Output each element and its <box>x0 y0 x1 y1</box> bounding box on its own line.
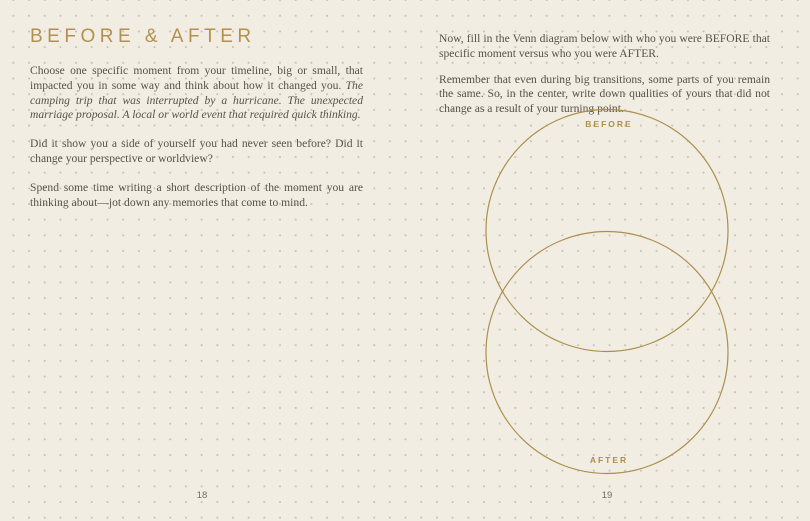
page-number-right: 19 <box>601 490 613 501</box>
page-number-left: 18 <box>196 490 208 501</box>
left-paragraph-questions: Did it show you a side of yourself you had never seen before? Did it change your perspective or worldview? <box>30 137 363 165</box>
left-paragraph-instruction: Spend some time writing a short description of the moment you are thinking about—jot down any memories that come to mind. <box>30 180 363 209</box>
venn-diagram <box>470 95 750 490</box>
right-paragraph-center-instruction: Remember that even during big transitions, some parts of you remain the same. So, in the center, write down qualities of yours that did not change as a result of your turning point. <box>439 72 770 116</box>
left-paragraph-prompt <box>30 64 363 123</box>
prompt-italic-examples: The camping trip that was interrupted by a hurricane. The unexpected marriage proposal. A local or world event that required quick thinking. <box>30 78 363 122</box>
page-title: BEFORE & AFTER <box>30 26 256 47</box>
left-page-text-block <box>30 26 363 224</box>
venn-circle-after <box>486 232 728 474</box>
venn-label-after: AFTER <box>589 455 629 465</box>
venn-circle-before <box>486 110 728 352</box>
right-paragraph-venn-instruction: Now, fill in the Venn diagram below with who you were BEFORE that specific moment versus who you were AFTER. <box>439 32 770 60</box>
venn-label-before: BEFORE <box>585 119 633 129</box>
prompt-normal-text: Choose one specific moment from your timeline, big or small, that impacted you in some way and think about how it changed you. <box>30 64 363 92</box>
